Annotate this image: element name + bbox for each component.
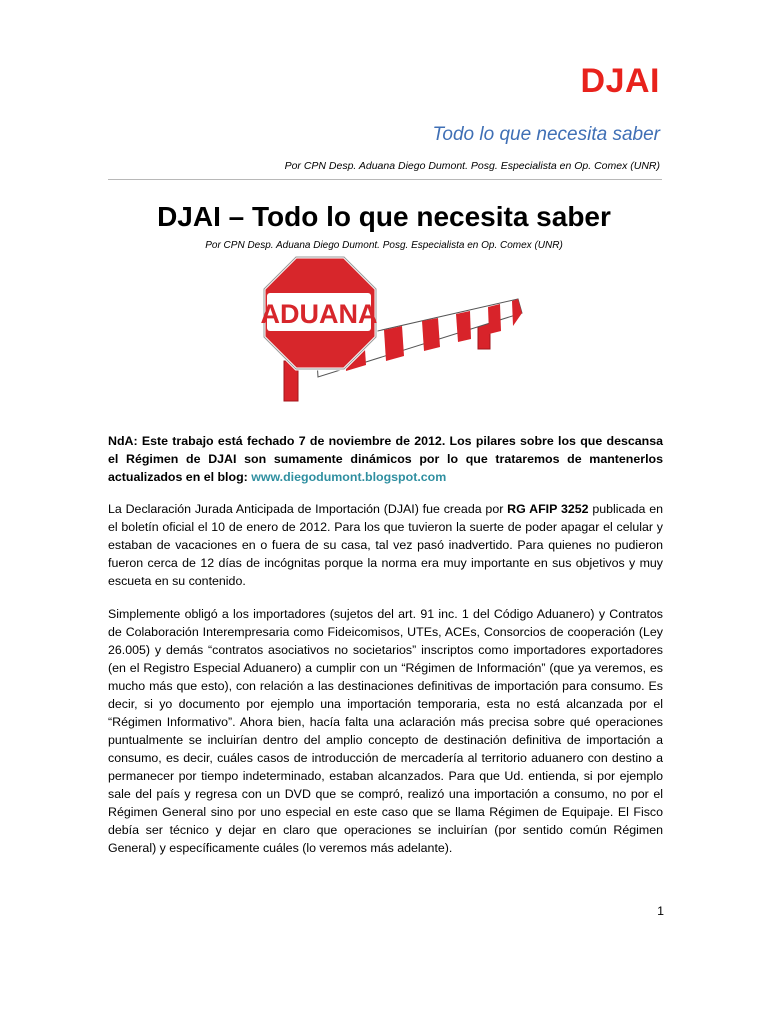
- paragraph-1-text-end: publicada en el boletín oficial el 10 de enero de 2012. Para los que tuvieron la suerte de poder apagar el celular y estaban de vacaciones en o fuera de su casa, tal vez pasó inadvertido. Para quienes no pudieron fueron cerca de 12 días de incógnitas porque la norma era muy importante en sus objetivos y muy escueta en su contenido.: [108, 502, 663, 588]
- page-number: 1: [657, 904, 664, 918]
- aduana-stop-sign: [261, 257, 378, 369]
- header-subtitle: Todo lo que necesita saber: [432, 124, 660, 145]
- nda-text: NdA: Este trabajo está fechado 7 de noviembre de 2012. Los pilares sobre los que descansa el Régimen de DJAI son sumamente dinámicos por lo que trataremos de mantenerlos actualizados en el blog:: [108, 434, 663, 484]
- header-divider: [108, 179, 662, 180]
- paragraph-1-bold-ref: RG AFIP 3252: [507, 502, 589, 516]
- customs-barrier-illustration: [256, 253, 526, 405]
- nda-paragraph: [108, 432, 663, 486]
- paragraph-2: Simplemente obligó a los importadores (sujetos del art. 91 inc. 1 del Código Aduanero) y Contratos de Colaboración Interempresaria como Fideicomisos, UTEs, ACEs, Consorcios de cooperación (Ley 26.005) y demás “contratos asociativos no societarios” inscriptos como importadores exportadores (en el Registro Especial Aduanero) a cumplir con un “Régimen de Información” (que ya veremos, es mucho más que esto), con relación a las destinaciones definitivas de importación para consumo. Es decir, si yo documento por ejemplo una importación temporaria, esta no está alcanzada por el “Régimen Informativo”. Ahora bien, hacía falta una aclaración más precisa sobre qué operaciones puntualmente se incluirían dentro del amplio concepto de destinación definitiva de importación a consumo, es decir, cuáles casos de introducción de mercadería al territorio aduanero con destino a permanecer por tiempo indeterminado, estaban alcanzados. Para que Ud. entienda, si por ejemplo sale del país y regresa con un DVD que se compró, realizó una importación a consumo, no por el Régimen General sino por uno especial en este caso que se llama Régimen de Equipaje. El Fisco debía ser técnico y dejar en claro que operaciones se incluirían (por sentido común Régimen General) y específicamente cuáles (lo veremos más adelante).: [108, 607, 663, 855]
- document-title: DJAI – Todo lo que necesita saber: [157, 201, 611, 232]
- blog-link[interactable]: www.diegodumont.blogspot.com: [251, 470, 447, 484]
- sign-text: ADUANA: [260, 299, 378, 329]
- document-byline: Por CPN Desp. Aduana Diego Dumont. Posg. Especialista en Op. Comex (UNR): [205, 240, 563, 251]
- paragraph-1: [108, 500, 663, 590]
- header-title: DJAI: [580, 62, 660, 100]
- paragraph-1-text-start: La Declaración Jurada Anticipada de Importación (DJAI) fue creada por: [108, 502, 508, 516]
- header-byline: Por CPN Desp. Aduana Diego Dumont. Posg. Especialista en Op. Comex (UNR): [284, 160, 660, 172]
